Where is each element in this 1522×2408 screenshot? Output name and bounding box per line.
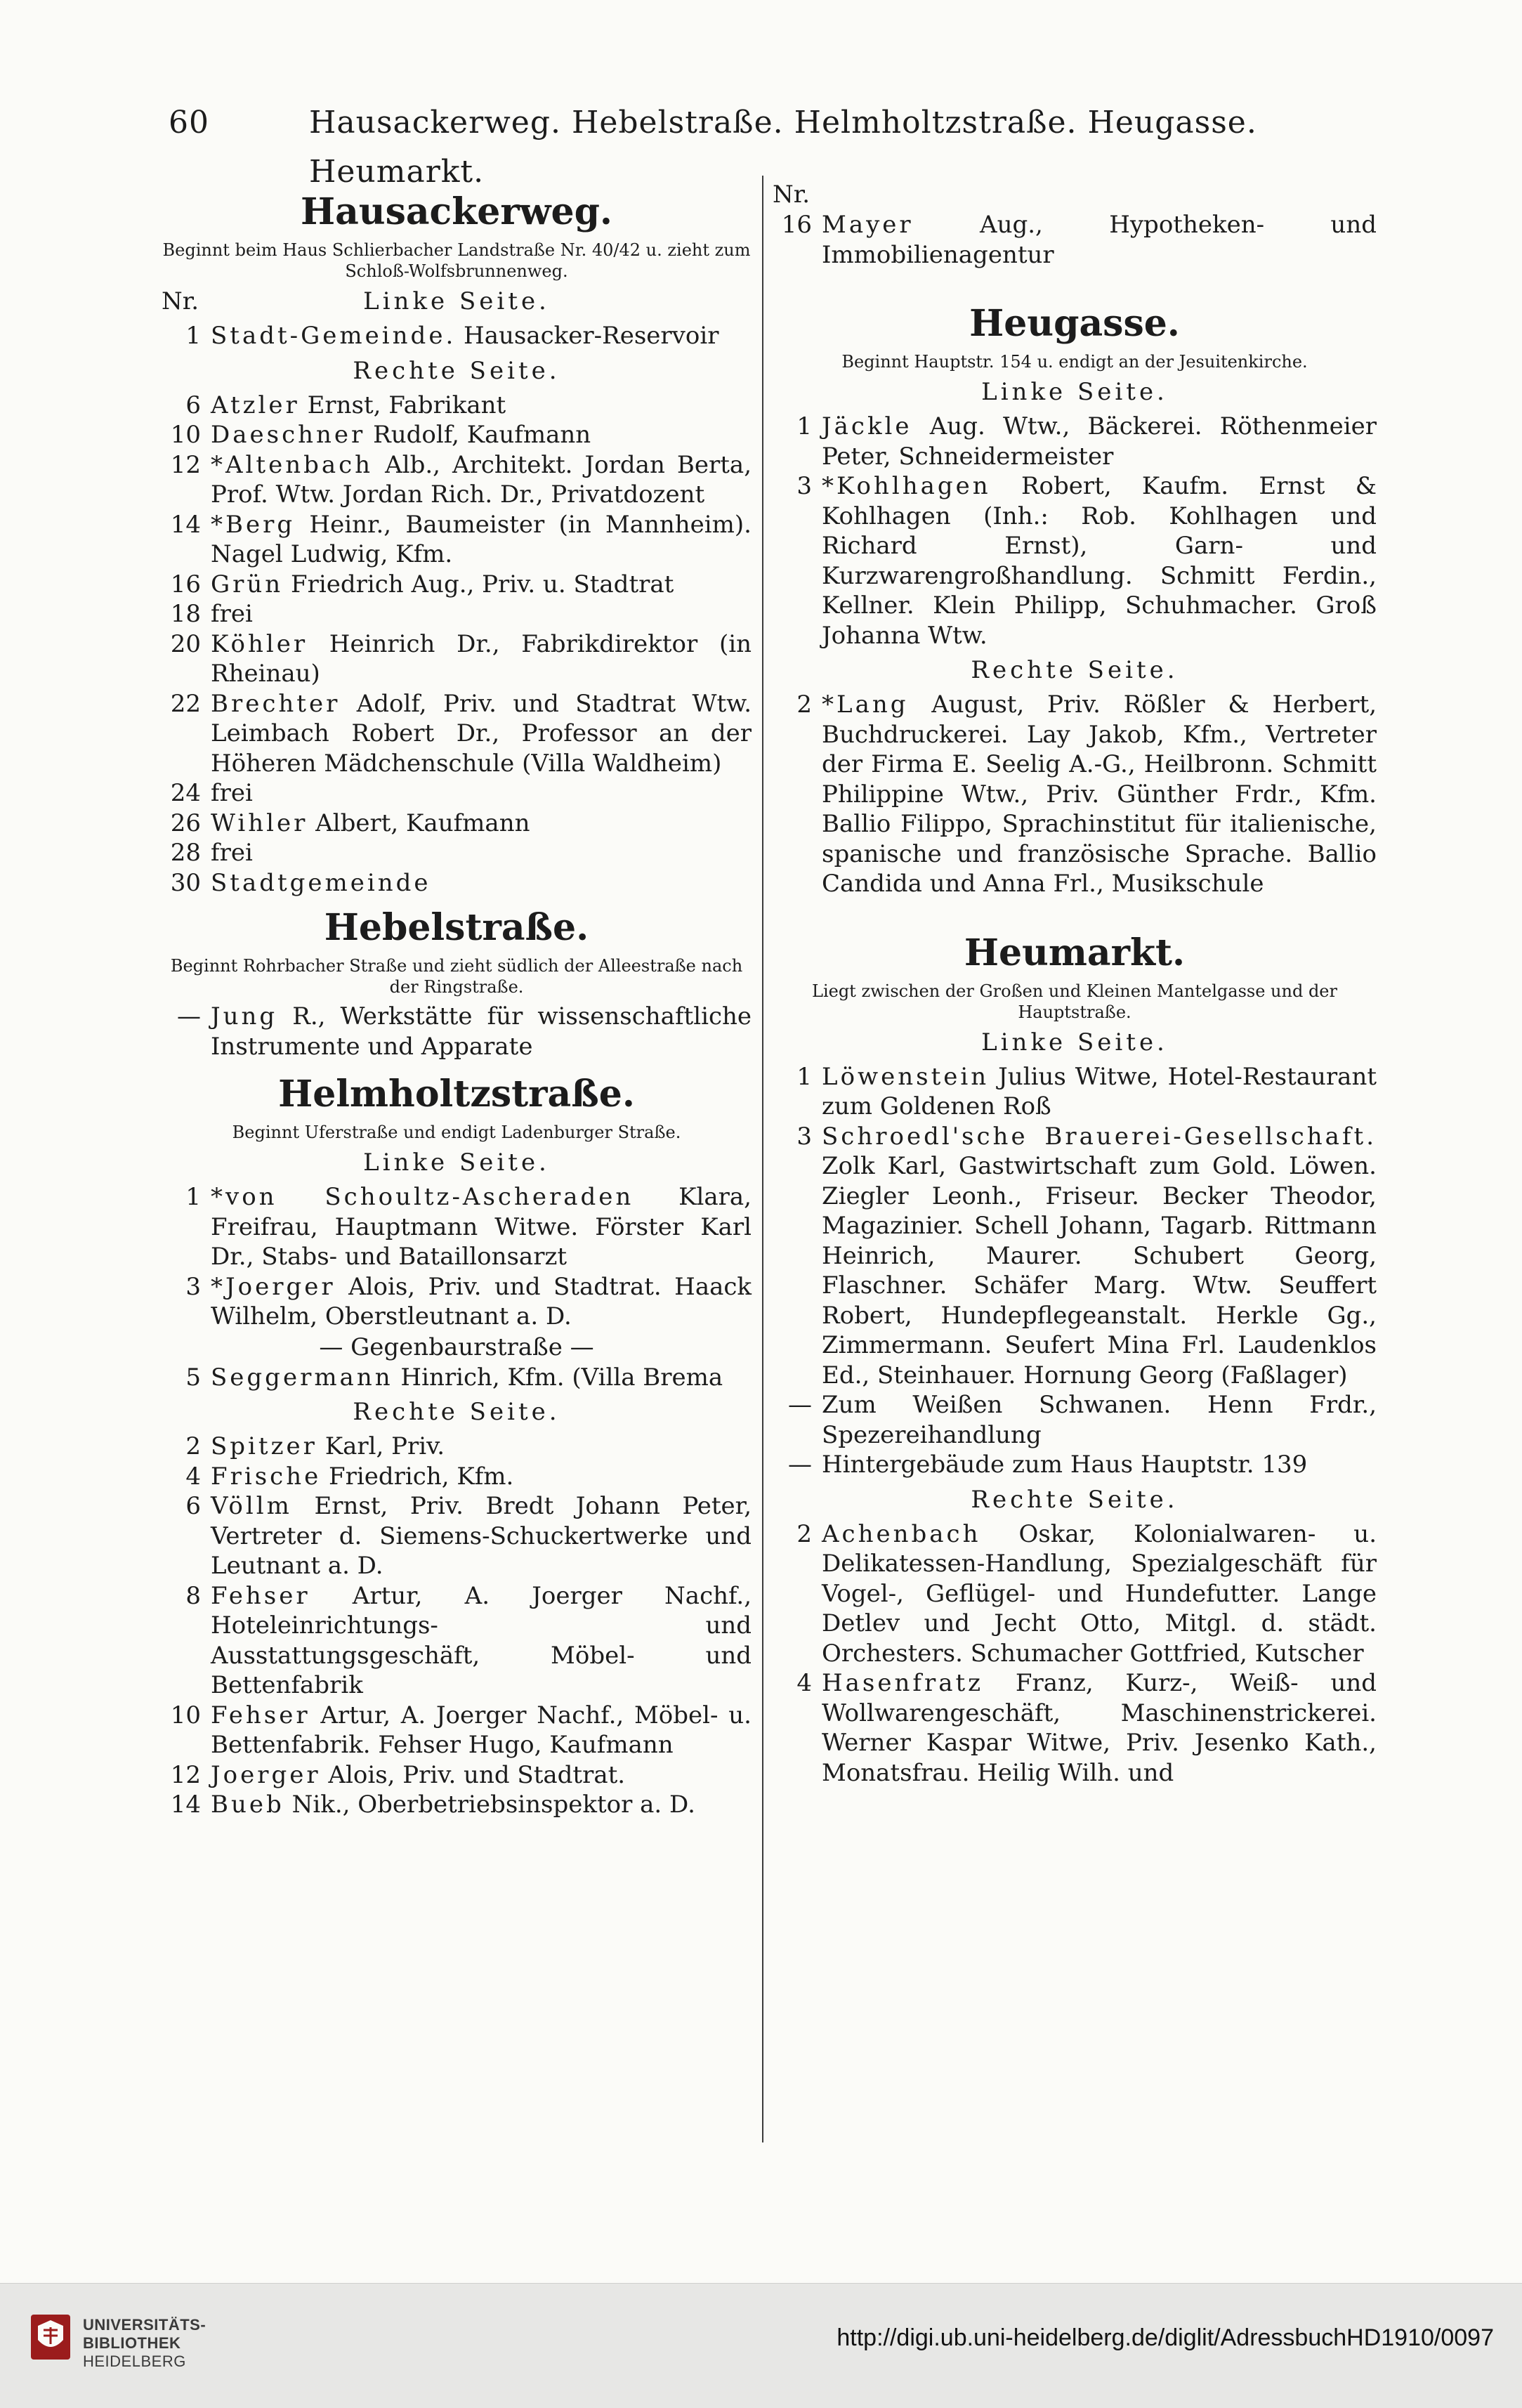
resident-name: Stadtgemeinde [211,868,431,897]
entry-text [822,1062,1377,1122]
entry-text [822,412,1377,471]
directory-entry [773,210,1377,270]
entry-detail: Karl, Priv. [317,1432,445,1460]
entry-text [211,838,752,868]
entry-detail: Albert, Kaufmann [308,809,530,837]
right-column [773,179,1377,1788]
side-label-right: Rechte Seite. [971,1485,1179,1514]
entry-text [211,689,752,779]
house-number: 28 [170,839,201,867]
entry-text [211,510,752,570]
street-description: Beginnt Rohrbacher Straße und zieht südlich der Alleestraße nach der Ringstraße. [170,956,743,997]
entry-detail: Aug., Hypotheken- und Immobilienagentur [822,211,1377,269]
house-number: 1 [185,1183,201,1211]
library-name-line: UNIVERSITÄTS- [83,2316,206,2334]
directory-entry [162,1182,752,1272]
entry-text [211,1701,752,1760]
entry-detail: Friedrich Aug., Priv. u. Stadtrat [283,570,674,598]
directory-entry [162,868,752,898]
directory-entry [162,450,752,510]
entry-text [822,1122,1377,1391]
directory-entry [162,778,752,809]
directory-entry [773,1668,1377,1788]
entry-text [211,629,752,689]
footer-bar [0,2283,1522,2408]
house-number: 3 [796,472,812,500]
house-number: 6 [185,391,201,419]
resident-name: Seggermann [211,1363,393,1392]
entry-text [211,1462,752,1492]
entry-detail: Heinrich Dr., Fabrikdirektor (in Rheinau) [211,629,752,688]
street-heading-heumarkt: Heumarkt. [964,931,1186,974]
entry-detail: Hintergebäude zum Haus Hauptstr. 139 [822,1451,1308,1479]
side-label-right: Rechte Seite. [971,656,1179,684]
house-number: 4 [796,1669,812,1697]
directory-entry [773,471,1377,650]
resident-name: Köhler [211,629,308,658]
library-name-line: HEIDELBERG [83,2353,186,2370]
directory-entry [773,1390,1377,1450]
entry-list [773,1062,1377,1480]
resident-name: Grün [211,570,284,598]
resident-name: Völlm [211,1492,292,1520]
directory-entry [162,1432,752,1462]
directory-entry [162,838,752,868]
directory-entry [162,1363,752,1393]
resident-name: Fehser [211,1701,310,1729]
entry-text [211,1790,752,1820]
street-description: Beginnt Hauptstr. 154 u. endigt an der Jesuitenkirche. [841,352,1308,372]
side-label-left: Linke Seite. [363,287,550,315]
house-number: 12 [170,1760,201,1789]
side-label-left: Linke Seite. [981,1028,1168,1056]
entry-text [211,868,752,898]
entry-text [822,1519,1377,1669]
entry-text [211,1581,752,1701]
directory-entry [162,1491,752,1581]
entry-list [773,1519,1377,1788]
entry-text [211,778,752,809]
entry-list [162,1432,752,1820]
house-number: — [177,1002,201,1030]
resident-name: Brechter [211,689,341,718]
entry-detail: frei [211,779,253,807]
house-number: 24 [170,779,201,807]
resident-name: Bueb [211,1791,284,1819]
street-description: Liegt zwischen der Großen und Kleinen Mantelgasse und der Hauptstraße. [812,981,1337,1022]
entry-detail: Nik., Oberbetriebsinspektor a. D. [284,1791,695,1819]
directory-entry [162,1790,752,1820]
house-number: 20 [170,629,201,658]
entry-detail: Hinrich, Kfm. (Villa Brema [393,1363,723,1392]
street-heading-helmholtzstrasse: Helmholtzstraße. [278,1073,635,1115]
entry-text [211,391,752,421]
entry-list [773,690,1377,899]
entry-detail: Adolf, Priv. und Stadtrat Wtw. Leimbach Robert Dr., Professor an der Höheren Mädchenschule (Villa Waldheim) [211,689,752,778]
page-header [169,98,1264,190]
house-number: 8 [185,1581,201,1610]
directory-entry [162,1272,752,1332]
library-name [83,2316,206,2371]
entry-detail: frei [211,600,253,628]
resident-name: Atzler [211,391,300,419]
entry-detail: Alois, Priv. und Stadtrat. Haack Wilhelm, Oberstleutnant a. D. [211,1272,752,1330]
resident-name: Joerger [211,1760,321,1789]
entry-detail: Ernst, Fabrikant [299,391,506,419]
entry-text [822,471,1377,650]
directory-entry [162,391,752,421]
resident-name: Wihler [211,809,308,837]
left-column [162,179,752,1820]
university-seal-icon [28,2312,73,2362]
entry-list [162,1363,752,1393]
resident-name: Jung [211,1002,278,1030]
directory-entry [773,1450,1377,1480]
entry-detail: Zum Weißen Schwanen. Henn Frdr., Spezereihandlung [822,1391,1377,1449]
library-name-line: BIBLIOTHEK [83,2334,181,2352]
column-divider [762,176,763,2142]
entry-detail: Artur, A. Joerger Nachf., Möbel- u. Bettenfabrik. Fehser Hugo, Kaufmann [211,1701,752,1759]
house-number: 2 [185,1432,201,1460]
entry-detail: Ernst, Priv. Bredt Johann Peter, Vertreter d. Siemens-Schuckertwerke und Leutnant a. D. [211,1492,752,1580]
house-number: 4 [185,1462,201,1491]
entry-detail: Klara, Freifrau, Hauptmann Witwe. Förster Karl Dr., Stabs- und Bataillonsarzt [211,1183,752,1271]
house-number: 1 [796,412,812,440]
house-number: 22 [170,689,201,718]
entry-text [211,321,752,351]
entry-detail: frei [211,839,253,867]
nr-label: Nr. [773,181,811,209]
entry-text [822,210,1377,270]
nr-label: Nr. [162,287,199,315]
house-number: — [788,1391,812,1419]
resident-name: Hasenfratz [822,1669,984,1697]
entry-detail: Zolk Karl, Gastwirtschaft zum Gold. Löwen. Ziegler Leonh., Friseur. Becker Theodor, Magazinier. Schell Johann, Tagarb. Rittmann Heinrich, Maurer. Schubert Georg, Flaschner. Schäfer Marg. Wtw. Seuffert Robert, Hundepflegeanstalt. Herkle Gg., Zimmermann. Seufert Mina Frl. Laudenklos Ed., Steinhauer. Hornung Georg (Faßlager) [822,1152,1377,1389]
resident-name: Stadt-Gemeinde. [211,322,457,350]
street-heading-heugasse: Heugasse. [969,302,1180,345]
entry-list [162,1182,752,1332]
directory-entry [162,1581,752,1701]
directory-entry [162,629,752,689]
resident-name: *Joerger [211,1272,336,1301]
entry-detail: Rudolf, Kaufmann [365,421,591,449]
entry-text [211,570,752,600]
entry-list [162,391,752,898]
resident-name: *Altenbach [211,450,374,479]
directory-entry [162,689,752,779]
resident-name: Frische [211,1462,322,1491]
directory-entry [162,1701,752,1760]
entry-text [211,420,752,450]
directory-entry [162,570,752,600]
directory-entry [162,321,752,351]
entry-detail: Oskar, Kolonialwaren- u. Delikatessen-Handlung, Spezialgeschäft für Vogel-, Geflügel- und Hundefutter. Lange Detlev und Jecht Otto, Mitgl. d. städt. Orchesters. Schumacher Gottfried, Kutscher [822,1519,1377,1668]
entry-detail: Robert, Kaufm. Ernst & Kohlhagen (Inh.: Rob. Kohlhagen und Richard Ernst), Garn- und Kurzwarengroßhandlung. Schmitt Ferdin., Kellner. Klein Philipp, Schuhmacher. Groß Johanna Wtw. [822,472,1377,650]
house-number: 3 [185,1272,201,1301]
resident-name: Jäckle [822,412,912,440]
entry-detail: Aug. Wtw., Bäckerei. Röthenmeier Peter, Schneidermeister [822,412,1377,471]
entry-detail: Artur, A. Joerger Nachf., Hoteleinrichtungs- und Ausstattungsgeschäft, Möbel- und Bettenfabrik [211,1581,752,1699]
entry-detail: August, Priv. Rößler & Herbert, Buchdruckerei. Lay Jakob, Kfm., Vertreter der Firma E. Seelig A.-G., Heilbronn. Schmitt Philippine Wtw., Priv. Günther Frdr., Kfm. Ballio Filippo, Sprachinstitut für italienische, spanische und französische Sprache. Ballio Candida und Anna Frl., Musikschule [822,691,1377,898]
entry-detail: Franz, Kurz-, Weiß- und Wollwarengeschäft, Maschinenstrickerei. Werner Kaspar Witwe, Priv. Jesenko Kath., Monatsfrau. Heilig Wilh. und [822,1669,1377,1787]
house-number: 12 [170,450,201,479]
entry-list [773,210,1377,270]
entry-text [211,599,752,629]
house-number: 1 [796,1062,812,1091]
entry-detail: Alb., Architekt. Jordan Berta, Prof. Wtw. Jordan Rich. Dr., Privatdozent [211,450,752,509]
directory-entry [162,1002,752,1061]
house-number: 18 [170,600,201,628]
street-heading-hausackerweg: Hausackerweg. [300,190,613,233]
directory-entry [162,1462,752,1492]
source-link[interactable]: http://digi.ub.uni-heidelberg.de/diglit/AdressbuchHD1910/0097 [837,2324,1494,2351]
side-label-left: Linke Seite. [981,378,1168,406]
entry-text [211,1002,752,1061]
directory-entry [162,420,752,450]
directory-entry [162,599,752,629]
entry-list [773,412,1377,650]
house-number: 10 [170,421,201,449]
running-title: Hausackerweg. Hebelstraße. Helmholtzstraße. Heugasse. Heumarkt. [309,105,1257,190]
house-number: 26 [170,809,201,837]
house-number: 14 [170,1791,201,1819]
side-label-right: Rechte Seite. [353,356,560,385]
house-number: 6 [185,1492,201,1520]
cross-street: — Gegenbaurstraße — [319,1333,594,1361]
side-label-left: Linke Seite. [363,1149,550,1177]
entry-detail: Hausacker-Reservoir [456,322,719,350]
house-number: — [788,1451,812,1479]
street-heading-hebelstrasse: Hebelstraße. [324,906,589,949]
resident-name: Fehser [211,1581,310,1610]
entry-text [211,1760,752,1791]
entry-list [162,1002,752,1061]
entry-text [211,1272,752,1332]
directory-entry [773,1122,1377,1391]
directory-entry [162,510,752,570]
entry-detail: R., Werkstätte für wissenschaftliche Instrumente und Apparate [211,1002,752,1061]
resident-name: *Berg [211,510,296,539]
entry-text [211,809,752,839]
entry-text [822,690,1377,899]
directory-entry [773,1519,1377,1669]
resident-name: Daeschner [211,421,366,449]
entry-text [822,1450,1377,1480]
directory-entry [162,1760,752,1791]
entry-text [211,1432,752,1462]
street-description: Beginnt Uferstraße und endigt Ladenburger Straße. [232,1123,681,1142]
entry-detail: Heinr., Baumeister (in Mannheim). Nagel Ludwig, Kfm. [211,510,752,568]
resident-name: *von Schoultz-Ascheraden [211,1183,634,1211]
resident-name: *Lang [822,691,909,719]
house-number: 30 [170,868,201,897]
entry-text [211,450,752,510]
house-number: 5 [185,1363,201,1392]
resident-name: Spitzer [211,1432,317,1460]
house-number: 16 [781,211,812,239]
entry-detail: Friedrich, Kfm. [321,1462,514,1491]
side-label-right: Rechte Seite. [353,1398,560,1426]
resident-name: Achenbach [822,1519,981,1548]
entry-text [822,1390,1377,1450]
resident-name: Mayer [822,211,914,239]
resident-name: Schroedl'sche Brauerei-Gesellschaft. [822,1122,1377,1151]
entry-detail: Alois, Priv. und Stadtrat. [320,1760,626,1789]
resident-name: *Kohlhagen [822,472,991,500]
directory-entry [773,412,1377,471]
house-number: 14 [170,510,201,539]
house-number: 16 [170,570,201,598]
entry-text [211,1182,752,1272]
house-number: 2 [796,691,812,719]
house-number: 2 [796,1519,812,1548]
entry-text [211,1363,752,1393]
entry-text [822,1668,1377,1788]
entry-detail: Julius Witwe, Hotel-Restaurant zum Goldenen Roß [822,1062,1377,1120]
resident-name: Löwenstein [822,1062,990,1091]
entry-list [162,321,752,351]
house-number: 10 [170,1701,201,1729]
house-number: 3 [796,1122,812,1151]
house-number: 1 [185,322,201,350]
street-description: Beginnt beim Haus Schlierbacher Landstraße Nr. 40/42 u. zieht zum Schloß-Wolfsbrunnenweg. [162,240,751,281]
directory-entry [162,809,752,839]
directory-entry [773,690,1377,899]
directory-entry [773,1062,1377,1122]
page-number: 60 [169,105,209,140]
entry-text [211,1491,752,1581]
